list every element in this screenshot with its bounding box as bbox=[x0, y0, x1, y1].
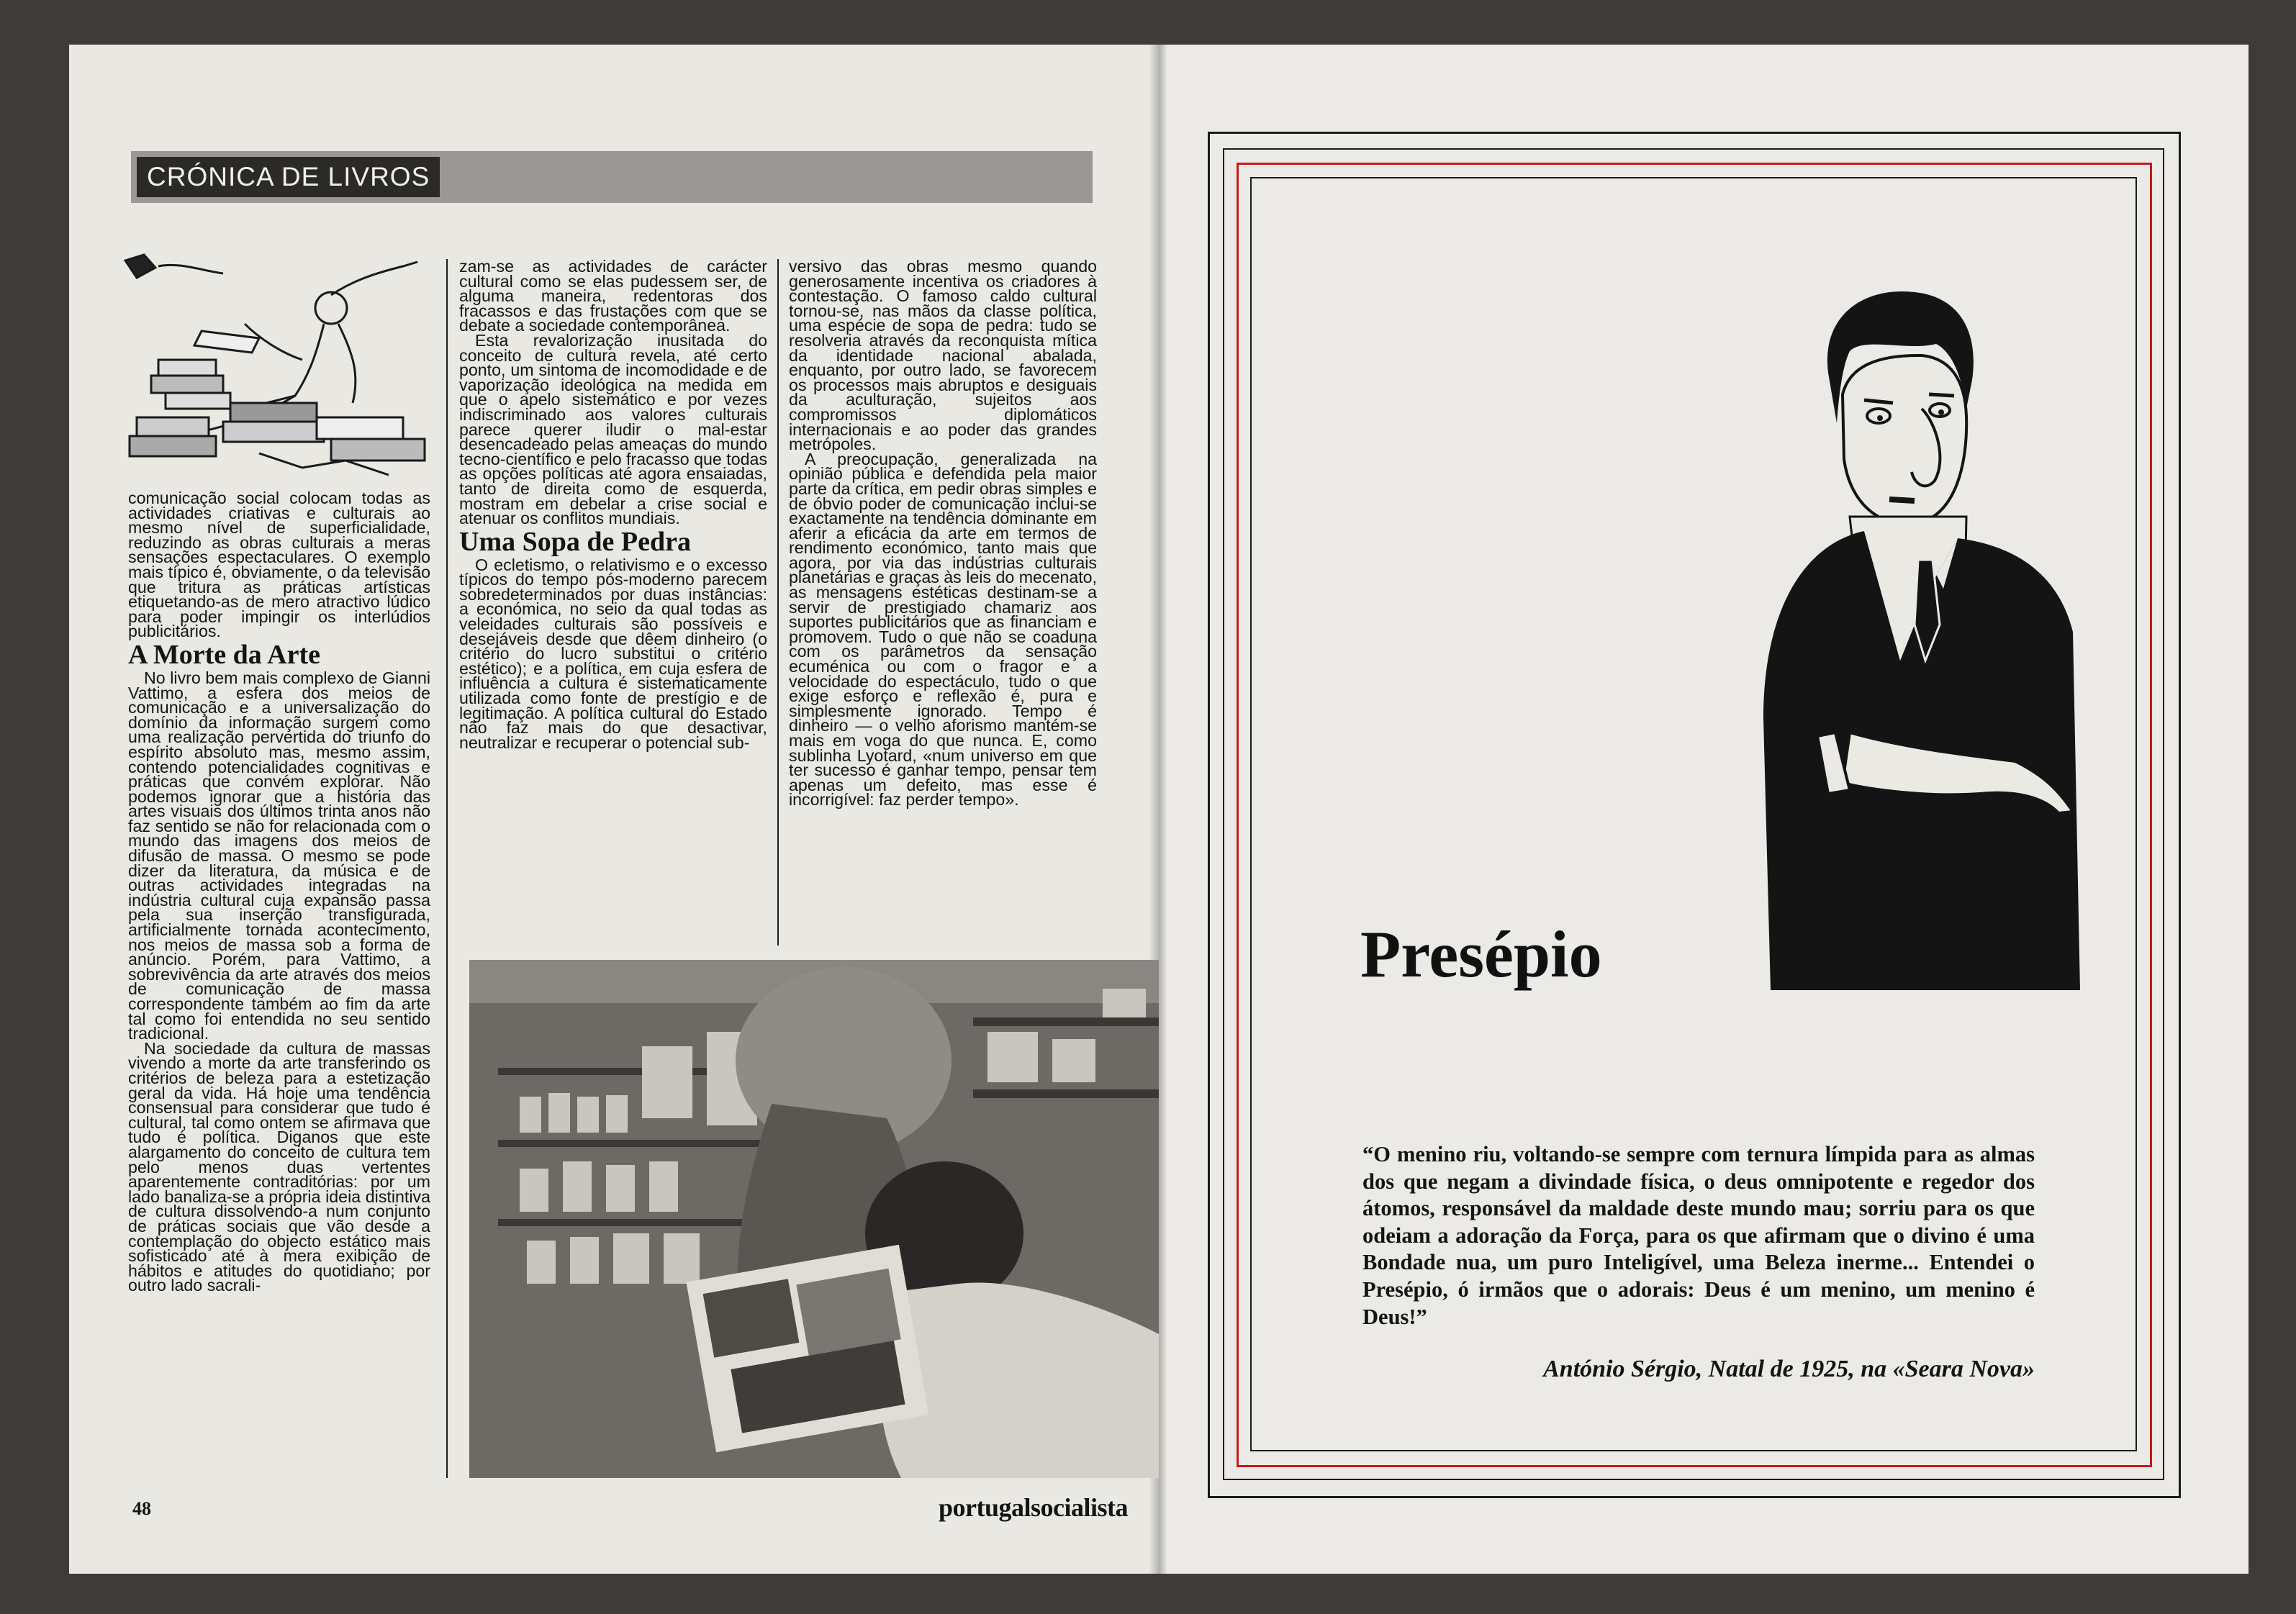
subhead-sopa-de-pedra: Uma Sopa de Pedra bbox=[459, 526, 691, 557]
col1-paragraph-1: comunicação social colocam todas as actividades criativas e culturais ao mesmo nível de superficialidade, reduzindo as obras culturais a meras sensações espectaculares. O exemplo mais típico é, obviamente, o da televisão que tritura as práticas artísticas etiquetando-as de mero atractivo lúdico para poder impingir os interlúdios publicitários. bbox=[128, 489, 430, 641]
quote-text: “O menino riu, voltando-se sempre com ternura límpida para as almas dos que negam a divindade física, o deus omnipotente e regedor dos átomos, responsável da maldade deste mundo mau; sorriu para os que odeiam a adoração da Força, para os que afirmam que o divino é uma Bondade nua, um puro Inteligível, uma Beleza inerme... Entendei o Presépio, ó irmãos que o adorais: Deus é um menino, um menino é Deus!” bbox=[1362, 1142, 2035, 1329]
column-rule-1 bbox=[446, 259, 448, 1478]
column-3 bbox=[789, 257, 1097, 810]
quote-attribution: António Sérgio, Natal de 1925, na «Seara Nova» bbox=[1543, 1356, 2035, 1382]
article-title: Presépio bbox=[1360, 917, 1602, 991]
col3-paragraph-1: versivo das obras mesmo quando generosamente incentiva os criadores à contestação. O famoso caldo cultural tornou-se, nas mãos da classe política, uma espécie de sopa de pedra: tudo se resolveria através da reconquista mítica da identidade nacional abalada, enquanto, por outro lado, se favorecem os processos mais abruptos e desiguais da aculturação, sujeitos aos compromissos diplomáticos internacionais e ao poder das grandes metrópoles. bbox=[789, 257, 1097, 454]
col2-paragraph-1: zam-se as actividades de carácter cultural como se elas pudessem ser, de alguma maneira, redentoras dos fracassos e das frustações com que se debate a sociedade contemporânea. bbox=[459, 257, 767, 335]
col2-paragraph-3: O ecletismo, o relativismo e o excesso típicos do tempo pós-moderno parecem sobredeterminados por duas instâncias: a económica, no seio da qual todas as veleidades culturais são possíveis e desejáveis desde que dêem dinheiro (o critério do lucro substitui o critério estético); e a política, em cuja esfera de influência a cultura é sistematicamente utilizada como fonte de prestígio e de legitimação. A política cultural do Estado não faz mais do que desactivar, neutralizar e recuperar o potencial sub- bbox=[459, 555, 767, 752]
caricature-man-in-suit bbox=[1742, 286, 2145, 990]
section-header: CRÓNICA DE LIVROS bbox=[137, 157, 440, 197]
subhead-morte-da-arte: A Morte da Arte bbox=[128, 639, 320, 670]
col1-paragraph-3: Na sociedade da cultura de massas vivendo a morte da arte transferindo os critérios de beleza para a estetização geral da vida. Há hoje uma tendência consensual para considerar que tudo é cultural, tal como ontem se afirmava que tudo é política. Diganos que este alargamento do conceito de cultura tem pelo menos duas vertentes aparentemente contraditórias: por um lado banaliza-se a própria ideia distintiva de cultura dissolvendo-a num conjunto de práticas sociais que vão desde a contemplação do objecto estático mais sofisticado até à mera exibição de hábitos e atitudes do quotidiano; por outro lado sacrali- bbox=[128, 1038, 430, 1295]
page-number: 48 bbox=[132, 1498, 151, 1519]
magazine-name: portugalsocialista bbox=[939, 1493, 1129, 1522]
col3-paragraph-2: A preocupação, generalizada na opinião pública e defendida pela maior parte da crítica, em pedir obras simples e de óbvio poder de comunicação inclui-se exactamente na tendência dominante em aferir a eficácia da arte em termos de rendimento económico, tanto mais que agora, por via das indústrias culturais planetárias e graças às leis do mecenato, as mensagens estéticas destinam-se a servir de prestigiado chamariz aos suportes publicitários que as financiam e promovem. Tudo o que não se coaduna com os parâmetros da sensação ecuménica ou com o fragor e a velocidade do espectáculo, tudo o que exige esforço e reflexão é, pura e simplesmente ignorado. Tempo é dinheiro — o velho aforismo mantém-se mais em voga do que nunca. E, como sublinha Lyotard, «num universo em que ter sucesso é ganhar tempo, pensar tem apenas um defeito, mas esse é incorrigível: faz perder tempo». bbox=[789, 449, 1097, 810]
column-1 bbox=[128, 491, 430, 1293]
col1-paragraph-2: No livro bem mais complexo de Gianni Vattimo, a esfera dos meios de comunicação e a universalização do domínio da informação surgem como uma realização pervertida do triunfo do espírito absoluto mas, mesmo assim, contendo potencialidades cognitivas e práticas que convém explorar. Não podemos ignorar que a história das artes visuais dos últimos trinta anos não faz sentido se não for relacionada com o mundo das imagens dos meios de difusão de massa. O mesmo se pode dizer da literatura, da música e de outras actividades integradas na indústria cultural cuja expansão passa pela sua inserção transfigurada, artificialmente tornada acontecimento, nos meios de massa sob a forma de anúncio. Porém, para Vattimo, a sobrevivência da arte através dos meios de comunicação de massa correspondente também ao fim da arte tal como foi entendida no seu sentido tradicional. bbox=[128, 668, 430, 1043]
bookshop-photo bbox=[469, 960, 1159, 1478]
man-with-books-illustration bbox=[115, 252, 440, 484]
col2-paragraph-2: Esta revalorização inusitada do conceito de cultura revela, até certo ponto, um sintoma de incomodidade e de vaporização ideológica na medida em que o apelo sistemático e por vezes indiscriminado aos valores culturais parece querer iludir o mal-estar desencadeado pelas ameaças do mundo tecno-científico e pelo fracasso que todas as opções políticas até agora ensaiadas, tanto de direita como de esquerda, mostram em debelar a crise social e atenuar os conflitos mundiais. bbox=[459, 330, 767, 528]
column-rule-2 bbox=[777, 259, 779, 946]
column-2 bbox=[459, 259, 767, 750]
